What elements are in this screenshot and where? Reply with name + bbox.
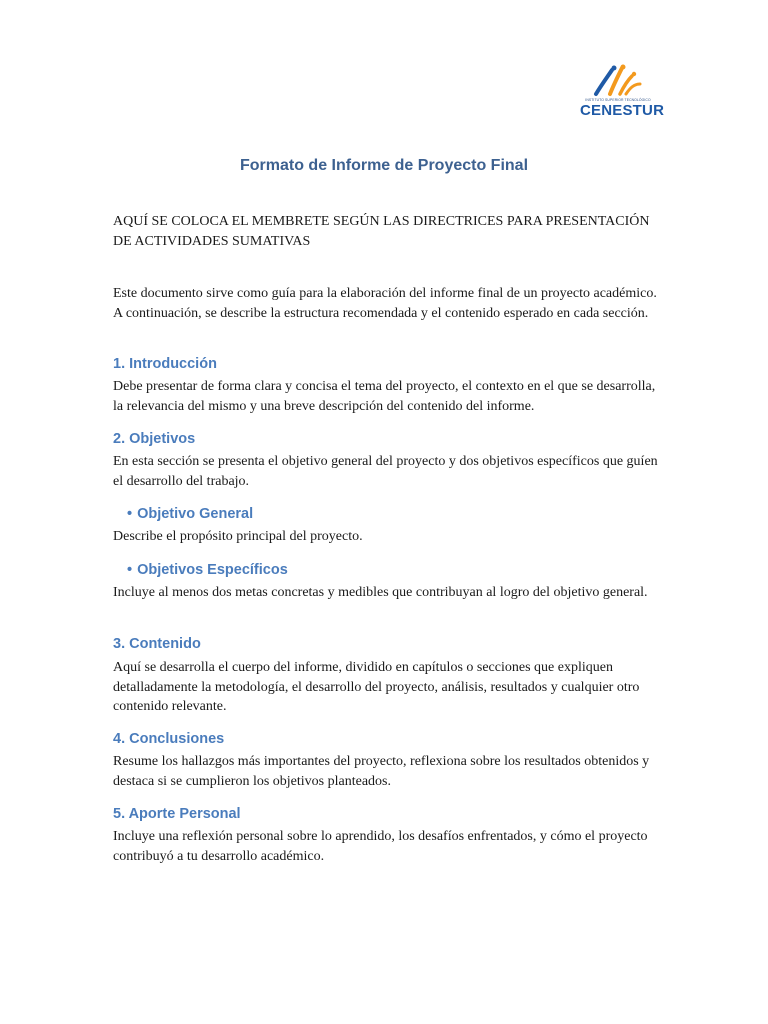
section-heading-conclusiones: 4. Conclusiones	[113, 731, 225, 747]
logo-figures-icon	[590, 64, 646, 98]
section-heading-objetivos: 2. Objetivos	[113, 431, 196, 447]
section-body-objetivos: En esta sección se presenta el objetivo general del proyecto y dos objetivos específicos que guíen el desarrollo del trabajo.	[113, 454, 658, 489]
subsection-body-objetivo-general: Describe el propósito principal del proyecto.	[113, 529, 363, 544]
subsection-heading-objetivo-general	[127, 506, 253, 522]
logo-subtitle: INSTITUTO SUPERIOR TECNOLÓGICO	[585, 98, 651, 102]
logo-name: CENESTUR	[580, 102, 665, 119]
document-title: Formato de Informe de Proyecto Final	[239, 157, 529, 174]
subsection-heading-objetivos-especificos	[127, 562, 288, 578]
cenestur-logo	[580, 64, 665, 120]
section-heading-aporte-personal: 5. Aporte Personal	[113, 806, 241, 822]
intro-paragraph: Este documento sirve como guía para la elaboración del informe final de un proyecto académico. A continuación, se describe la estructura recomendada y el contenido esperado en cada sección.	[113, 286, 657, 321]
bullet-marker: •	[127, 506, 133, 522]
bullet-marker: •	[127, 562, 133, 578]
membrete-placeholder: AQUÍ SE COLOCA EL MEMBRETE SEGÚN LAS DIRECTRICES PARA PRESENTACIÓN DE ACTIVIDADES SUMATIVAS	[113, 214, 650, 249]
section-heading-introduccion: 1. Introducción	[113, 356, 217, 372]
subsection-title: Objetivo General	[137, 506, 254, 522]
subsection-title: Objetivos Específicos	[137, 562, 288, 578]
subsection-body-objetivos-especificos: Incluye al menos dos metas concretas y medibles que contribuyan al logro del objetivo general.	[113, 585, 648, 600]
section-body-contenido: Aquí se desarrolla el cuerpo del informe, dividido en capítulos o secciones que expliquen detalladamente la metodología, el desarrollo del proyecto, análisis, resultados y cualquier otro contenido relevante.	[113, 660, 640, 714]
section-body-introduccion: Debe presentar de forma clara y concisa el tema del proyecto, el contexto en el que se desarrolla, la relevancia del mismo y una breve descripción del contenido del informe.	[113, 379, 656, 414]
section-body-conclusiones: Resume los hallazgos más importantes del proyecto, reflexiona sobre los resultados obtenidos y destaca si se cumplieron los objetivos planteados.	[113, 754, 650, 789]
section-heading-contenido: 3. Contenido	[113, 636, 201, 652]
section-body-aporte-personal: Incluye una reflexión personal sobre lo aprendido, los desafíos enfrentados, y cómo el proyecto contribuyó a tu desarrollo académico.	[113, 829, 648, 864]
